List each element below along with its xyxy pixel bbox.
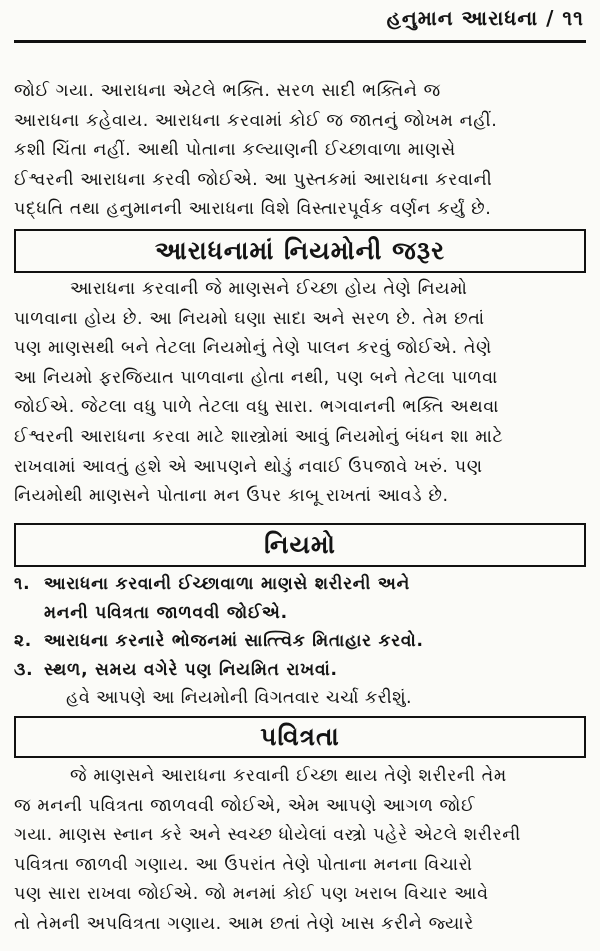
list-number: ૨. [14, 631, 33, 651]
text-line: ઈશ્વરની આરાધના કરવી જોઈએ. આ પુસ્તકમાં આરાધના કરવાની [14, 169, 493, 190]
list-text: આરાધના કરવાની ઈચ્છાવાળા માણસે શરીરની અને [44, 574, 411, 594]
text-line: આ નિયમો ફરજિયાત પાળવાના હોતા નથી, પણ બને તેટલા પાળવા [14, 367, 498, 388]
text-line: પણ માણસથી બને તેટલા નિયમોનું તેણે પાલન કરવું જોઈએ. તેણે [14, 338, 492, 359]
list-text-continued: મનની પવિત્રતા જાળવવી જોઈએ. [44, 602, 288, 623]
text-line: નિયમોથી માણસને પોતાના મન ઉપર કાબૂ રાખતાં આવડે છે. [14, 486, 449, 507]
list-number: ૩. [14, 659, 34, 680]
running-header: હનુમાન આરાધના / ૧૧ [386, 6, 584, 30]
text-line: પાળવાના હોય છે. આ નિયમો ઘણા સાદા અને સરળ છે. તેમ છતાં [14, 308, 485, 329]
section-heading-box [14, 523, 586, 567]
intro-paragraph [14, 77, 586, 225]
text-line: ગયા. માણસ સ્નાન કરે અને સ્વચ્છ ધોયેલાં વસ્ત્રો પહેરે એટલે શરીરની [14, 825, 521, 846]
text-line: જ મનની પવિત્રતા જાળવવી જોઈએ, એમ આપણે આગળ જોઈ [14, 795, 476, 816]
text-line: જોઈ ગયા. આરાધના એટલે ભક્તિ. સરળ સાદી ભક્તિને જ [14, 81, 441, 101]
text-line: તો તેમની અપવિત્રતા ગણાય. આમ છતાં તેણે ખાસ કરીને જ્યારે [14, 913, 474, 934]
text-line: જે માણસને આરાધના કરવાની ઈચ્છા થાય તેણે શરીરની તેમ [70, 766, 507, 786]
section-heading: નિયમો [264, 530, 336, 559]
section-heading-box [14, 716, 586, 758]
text-line: પદ્ધતિ તથા હનુમાનની આરાધના વિશે વિસ્તારપૂર્વક વર્ણન કર્યું છે. [14, 199, 492, 220]
list-item [14, 570, 586, 599]
text-line: રાખવામાં આવતું હશે એ આપણને થોડું નવાઈ ઉપજાવે ખરું. પણ [14, 456, 483, 477]
list-number: ૧. [14, 574, 31, 594]
text-line: હવે આપણે આ નિયમોની વિગતવાર ચર્ચા કરીશું. [66, 688, 412, 708]
text-line: પવિત્રતા જાળવી ગણાય. આ ઉપરાંત તેણે પોતાના મનના વિચારો [14, 854, 473, 875]
text-line: જોઈએ. જેટલા વધુ પાળે તેટલા વધુ સારા. ભગવાનની ભક્તિ અથવા [14, 397, 500, 418]
section-heading-box [14, 229, 586, 273]
list-item [14, 656, 586, 685]
list-item [14, 627, 586, 656]
section3-paragraph [14, 762, 586, 940]
section1-paragraph [14, 275, 586, 512]
text-line: આરાધના કરવાની જે માણસને ઈચ્છા હોય તેણે નિયમો [70, 279, 468, 299]
header-rule [14, 40, 586, 43]
rules-list [14, 570, 586, 714]
text-line: આરાધના કહેવાય. આરાધના કરવામાં કોઈ જ જાતનું જોખમ નહીં. [14, 110, 498, 131]
list-text: સ્થળ, સમય વગેરે પણ નિયમિત રાખવાં. [44, 659, 338, 680]
section-heading: આરાધનામાં નિયમોની જરૂર [154, 236, 446, 265]
text-line: ઈશ્વરની આરાધના કરવા માટે શાસ્ત્રોમાં આવું નિયમોનું બંધન શા માટે [14, 426, 504, 447]
text-line: પણ સારા રાખવા જોઈએ. જો મનમાં કોઈ પણ ખરાબ વિચાર આવે [14, 884, 489, 905]
section-heading: પવિત્રતા [260, 722, 340, 751]
text-line: કશી ચિંતા નહીં. આથી પોતાના કલ્યાણની ઈચ્છાવાળા માણસે [14, 140, 456, 161]
list-text: આરાધના કરનારે ભોજનમાં સાત્ત્વિક મિતાહાર કરવો. [44, 631, 424, 651]
